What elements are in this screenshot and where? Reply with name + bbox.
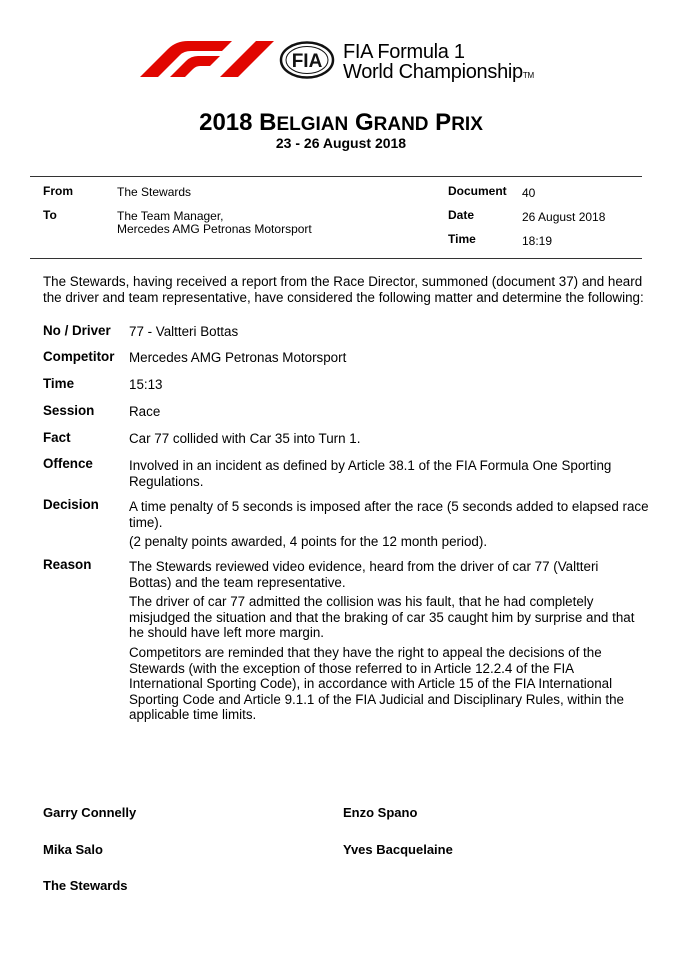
competitor-label: Competitor: [43, 349, 115, 364]
session-label: Session: [43, 403, 95, 418]
steward-signature-1: Garry Connelly: [43, 805, 137, 820]
fact-value: Car 77 collided with Car 35 into Turn 1.: [129, 431, 361, 446]
offence-label: Offence: [43, 456, 93, 471]
competitor-value: Mercedes AMG Petronas Motorsport: [129, 350, 347, 365]
stewards-footer: The Stewards: [43, 878, 128, 893]
divider-top: [30, 176, 642, 177]
date-value: 26 August 2018: [522, 210, 606, 224]
fia-badge-icon: [279, 41, 335, 79]
intro-paragraph: [43, 274, 663, 306]
trademark-mark: TM: [522, 71, 534, 80]
divider-bottom: [30, 258, 642, 259]
reason-text-3: Competitors are reminded that they have the right to appeal the decisions of the Stewards (with the exception of those referred to in Article 12.2.4 of the FIA International Sporting Code), in accordance with Article 15 of the FIA International Sporting Code and Article 9.1.1 of the FIA Judicial and Disciplinary Rules, within the applicable time limits.: [129, 644, 624, 723]
document-label: Document: [448, 184, 507, 198]
title-part-4: RAND: [373, 114, 429, 135]
from-label: From: [43, 184, 73, 198]
time-label: Time: [448, 232, 476, 246]
title-part-2: ELGIAN: [276, 114, 349, 135]
decision-text-1: A time penalty of 5 seconds is imposed after the race (5 seconds added to elapsed race time).: [129, 499, 649, 530]
f1-logo-icon: [136, 40, 276, 78]
decision-text-2: (2 penalty points awarded, 4 points for the 12 month period).: [129, 534, 488, 550]
time-value: 18:19: [522, 234, 553, 248]
intro-line-2: the driver and team representative, have considered the following matter and determine the following:: [43, 290, 644, 305]
decision-value: [129, 499, 649, 554]
intro-line-1: The Stewards, having received a report from the Race Director, summoned (document 37) and heard: [43, 274, 643, 289]
to-value-line-2: Mercedes AMG Petronas Motorsport: [117, 222, 312, 236]
decision-label: Decision: [43, 497, 99, 512]
reason-text-1: The Stewards reviewed video evidence, heard from the driver of car 77 (Valtteri Bottas) and the team representative.: [129, 559, 599, 590]
driver-value: 77 - Valtteri Bottas: [129, 324, 239, 339]
title-part-6: RIX: [451, 114, 483, 135]
reason-text-2: The driver of car 77 admitted the collision was his fault, that he had completely misjudged the situation and that the braking of car 35 caught him by surprise and that he should have left more margin.: [129, 594, 635, 641]
steward-signature-2: Enzo Spano: [343, 805, 418, 820]
title-part-3: G: [348, 109, 374, 136]
event-dates: 23 - 26 August 2018: [275, 135, 407, 151]
steward-signature-4: Yves Bacquelaine: [343, 842, 453, 857]
time-row-label: Time: [43, 376, 75, 391]
date-label: Date: [448, 208, 475, 222]
title-part-1: 2018 B: [199, 109, 277, 136]
reason-value: [129, 559, 641, 727]
steward-signature-3: Mika Salo: [43, 842, 103, 857]
document-value: 40: [522, 186, 536, 200]
offence-value: Involved in an incident as defined by Article 38.1 of the FIA Formula One Sporting Regulations.: [129, 458, 612, 489]
time-row-value: 15:13: [129, 377, 163, 392]
to-value: [117, 210, 312, 236]
to-label: To: [43, 208, 57, 222]
fact-label: Fact: [43, 430, 71, 445]
championship-brand: [343, 42, 534, 86]
to-value-line-1: The Team Manager,: [117, 209, 224, 223]
document-header: [0, 0, 693, 100]
driver-label: No / Driver: [43, 323, 111, 338]
title-part-5: P: [428, 109, 452, 136]
brand-line-1: FIA Formula 1: [343, 41, 465, 63]
reason-label: Reason: [43, 557, 92, 572]
document-title: [0, 109, 682, 137]
from-value: The Stewards: [117, 185, 192, 199]
fia-badge-text: FIA: [291, 51, 323, 72]
brand-line-2: World Championship: [343, 61, 523, 83]
session-value: Race: [129, 404, 161, 419]
